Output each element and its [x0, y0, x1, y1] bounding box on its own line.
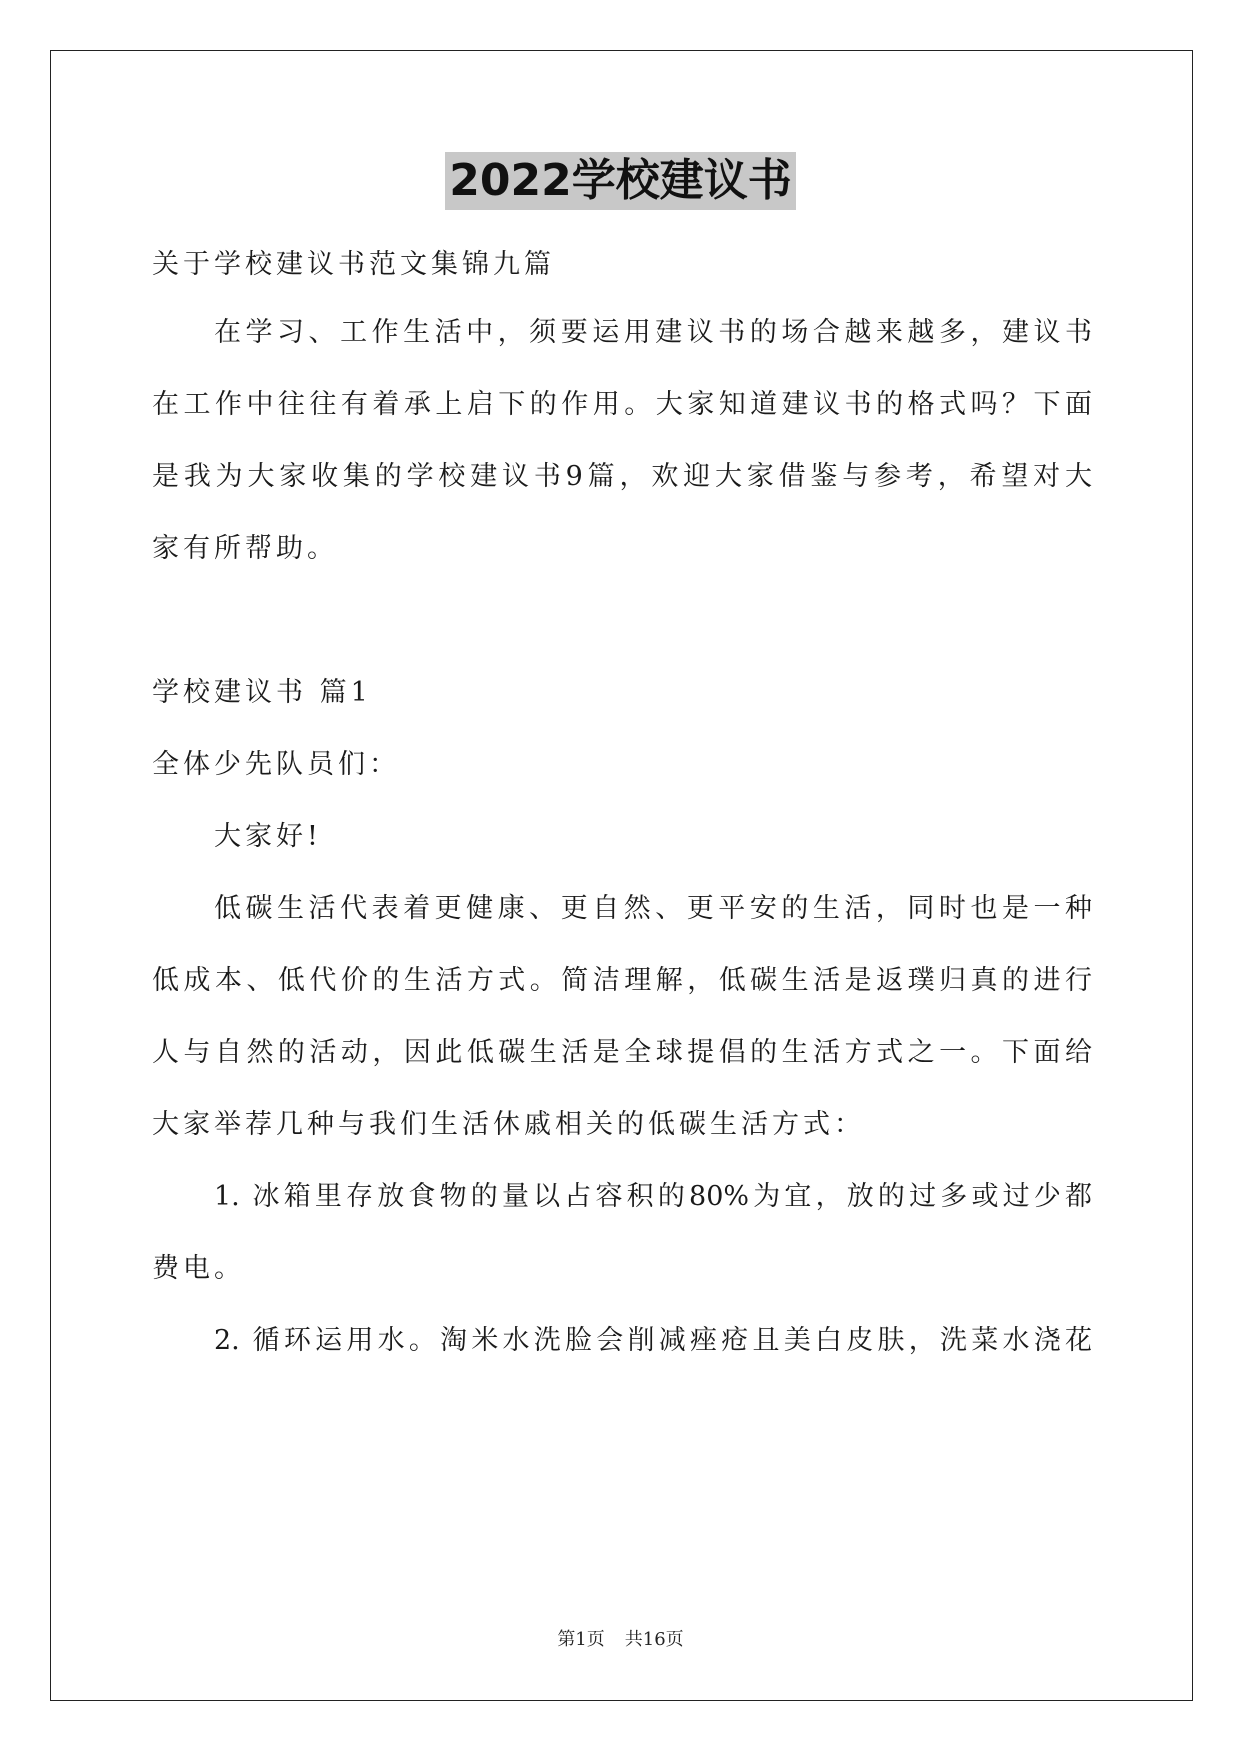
body-line-1: 低碳生活代表着更健康、更自然、更平安的生活，同时也是一种 — [214, 893, 1092, 924]
intro-line-4: 家有所帮助。 — [152, 533, 338, 564]
list-item-1-line-2: 费电。 — [152, 1253, 245, 1284]
intro-line-2: 在工作中往往有着承上启下的作用。大家知道建议书的格式吗？下面 — [152, 389, 1092, 420]
body-line-2: 低成本、低代价的生活方式。简洁理解，低碳生活是返璞归真的进行 — [152, 965, 1092, 996]
list-item-2-line-1: 2. 循环运用水。淘米水洗脸会削减痤疮且美白皮肤，洗菜水浇花 — [214, 1325, 1092, 1356]
salutation: 全体少先队员们： — [152, 749, 400, 780]
section-heading: 学校建议书 篇1 — [152, 677, 372, 708]
body-line-4: 大家举荐几种与我们生活休戚相关的低碳生活方式： — [152, 1109, 865, 1140]
intro-line-3: 是我为大家收集的学校建议书9篇，欢迎大家借鉴与参考，希望对大 — [152, 461, 1092, 492]
document-title: 2022学校建议书 — [445, 152, 795, 210]
page-border — [50, 50, 1193, 1701]
page-total: 共16页 — [624, 1629, 684, 1650]
greeting: 大家好! — [214, 821, 322, 852]
list-item-1-line-1: 1. 冰箱里存放食物的量以占容积的80%为宜，放的过多或过少都 — [214, 1181, 1092, 1212]
body-line-3: 人与自然的活动，因此低碳生活是全球提倡的生活方式之一。下面给 — [152, 1037, 1092, 1068]
page-number: 第1页 — [557, 1629, 605, 1650]
page-footer — [0, 1628, 1241, 1652]
document-subtitle: 关于学校建议书范文集锦九篇 — [152, 249, 555, 280]
title-container — [0, 152, 1241, 210]
intro-line-1: 在学习、工作生活中，须要运用建议书的场合越来越多，建议书 — [214, 317, 1092, 348]
